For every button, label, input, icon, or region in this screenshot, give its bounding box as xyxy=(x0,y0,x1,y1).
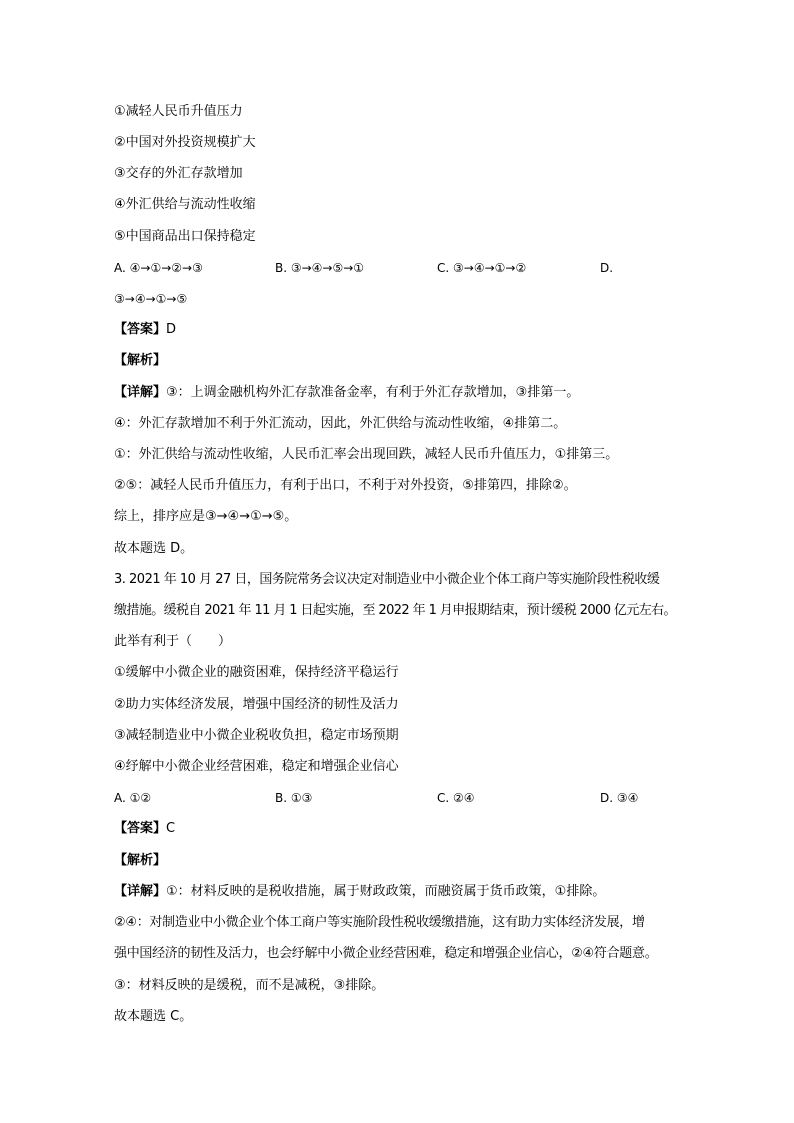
q2-detail-3: ①：外汇供给与流动性收缩，人民币汇率会出现回跌，减轻人民币升值压力，①排第三。 xyxy=(114,447,619,462)
q3-detail-3: ③：材料反映的是缓税，而不是减税，③排除。 xyxy=(114,978,385,993)
q3-item-2: ②助力实体经济发展，增强中国经济的韧性及活力 xyxy=(114,697,399,712)
q3-option-c: C. ②④ xyxy=(437,791,475,805)
q3-option-d: D. ③④ xyxy=(600,791,639,805)
q2-analysis-label: 【解析】 xyxy=(114,353,167,368)
q2-item-4: ④外汇供给与流动性收缩 xyxy=(114,197,256,212)
q2-option-a: A. ④→①→②→③ xyxy=(114,261,203,275)
q2-summary: 综上，排序应是③→④→①→⑤。 xyxy=(114,509,298,524)
q3-option-a: A. ①② xyxy=(114,791,152,805)
q3-detail-2-line-2: 强中国经济的韧性及活力，也会纾解中小微企业经营困难，稳定和增强企业信心，②④符合题意。 xyxy=(114,946,658,961)
q3-analysis-label: 【解析】 xyxy=(114,853,167,868)
q2-answer xyxy=(114,322,176,338)
q2-item-5: ⑤中国商品出口保持稳定 xyxy=(114,229,256,244)
detail-label: 【详解】 xyxy=(114,385,167,400)
q2-detail-1 xyxy=(114,385,579,401)
q2-item-3: ③交存的外汇存款增加 xyxy=(114,166,243,181)
q2-detail-4: ②⑤：减轻人民币升值压力，有利于出口，不利于对外投资，⑤排第四，排除②。 xyxy=(114,478,577,493)
q3-stem-line-1: 3. 2021 年 10 月 27 日，国务院常务会议决定对制造业中小微企业个体工商户等实施阶段性税收缓 xyxy=(114,572,660,587)
q2-option-d: D. xyxy=(600,261,614,275)
q3-item-1: ①缓解中小微企业的融资困难，保持经济平稳运行 xyxy=(114,665,399,680)
q3-answer xyxy=(114,821,175,837)
q2-detail-2: ④：外汇存款增加不利于外汇流动，因此，外汇供给与流动性收缩，④排第二。 xyxy=(114,416,567,431)
answer-label: 【答案】 xyxy=(114,322,167,337)
q3-detail-2-line-1: ②④：对制造业中小微企业个体工商户等实施阶段性税收缓缴措施，这有助力实体经济发展，增 xyxy=(114,915,645,930)
q2-item-1: ①减轻人民币升值压力 xyxy=(114,104,243,119)
q2-option-d-continued: ③→④→①→⑤ xyxy=(114,292,188,306)
q3-item-4: ④纾解中小微企业经营困难，稳定和增强企业信心 xyxy=(114,759,399,774)
q2-option-c: C. ③→④→①→② xyxy=(437,261,527,275)
answer-value: C xyxy=(166,821,176,836)
q3-stem-line-2: 缴措施。缓税自 2021 年 11 月 1 日起实施，至 2022 年 1 月申报期结束，预计缓税 2000 亿元左右。 xyxy=(114,603,676,618)
q3-conclusion: 故本题选 C。 xyxy=(114,1009,193,1024)
detail-label: 【详解】 xyxy=(114,884,167,899)
q3-item-3: ③减轻制造业中小微企业税收负担，稳定市场预期 xyxy=(114,728,399,743)
answer-value: D xyxy=(166,322,177,337)
answer-label: 【答案】 xyxy=(114,821,167,836)
q3-detail-1 xyxy=(114,884,605,900)
detail-text: ③：上调金融机构外汇存款准备金率，有利于外汇存款增加，③排第一。 xyxy=(166,385,580,400)
q2-item-2: ②中国对外投资规模扩大 xyxy=(114,135,256,150)
q3-stem-line-3: 此举有利于（ ） xyxy=(114,634,232,649)
q2-conclusion: 故本题选 D。 xyxy=(114,541,194,556)
detail-text: ①：材料反映的是税收措施，属于财政政策，而融资属于货币政策，①排除。 xyxy=(166,884,606,899)
q2-option-b: B. ③→④→⑤→① xyxy=(275,261,365,275)
q3-option-b: B. ①③ xyxy=(275,791,313,805)
